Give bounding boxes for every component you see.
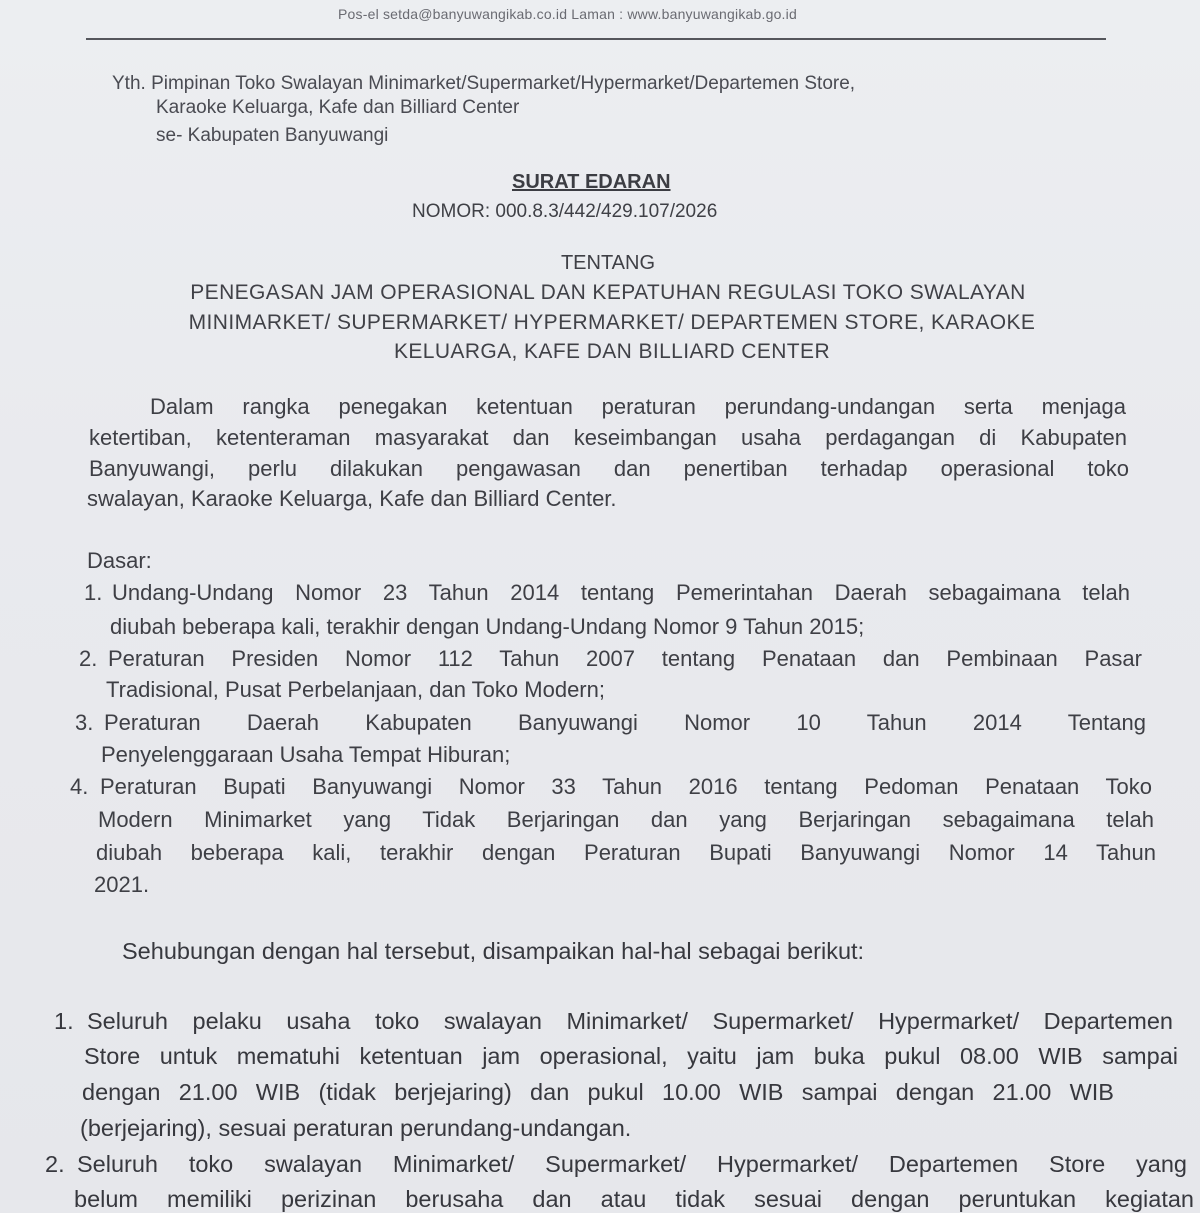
intro-line-1: Dalam rangka penegakan ketentuan peraturan perundang-undangan serta menjaga xyxy=(150,394,1126,419)
dasar-item-1-line-1: Undang-Undang Nomor 23 Tahun 2014 tentang Pemerintahan Daerah sebagaimana telah xyxy=(112,580,1130,605)
dasar-item-1-line-2: diubah beberapa kali, terakhir dengan Undang-Undang Nomor 9 Tahun 2015; xyxy=(110,614,865,639)
point-number: 2. xyxy=(45,1151,65,1177)
subject-line-3: KELUARGA, KAFE DAN BILLIARD CENTER xyxy=(393,340,831,363)
dasar-item-number: 1. xyxy=(84,580,103,605)
dasar-item-2-line-1: Peraturan Presiden Nomor 112 Tahun 2007 tentang Penataan dan Pembinaan Pasar xyxy=(108,646,1142,671)
dasar-item-4-line-1: Peraturan Bupati Banyuwangi Nomor 33 Tahun 2016 tentang Pedoman Penataan Toko xyxy=(100,774,1152,799)
point-1-line-2: Store untuk mematuhi ketentuan jam operasional, yaitu jam buka pukul 08.00 WIB sampai xyxy=(84,1043,1178,1069)
dasar-item-number: 3. xyxy=(75,710,94,735)
dasar-item-number: 2. xyxy=(79,646,98,671)
point-2-line-1: Seluruh toko swalayan Minimarket/ Supermarket/ Hypermarket/ Departemen Store yang xyxy=(77,1151,1187,1177)
dasar-item-2-line-2: Tradisional, Pusat Perbelanjaan, dan Toko Modern; xyxy=(106,677,605,702)
intro-line-3: Banyuwangi, perlu dilakukan pengawasan dan penertiban terhadap operasional toko xyxy=(89,456,1129,481)
dasar-item-3-line-2: Penyelenggaraan Usaha Tempat Hiburan; xyxy=(101,742,511,767)
addressee-line-1: Yth. Pimpinan Toko Swalayan Minimarket/Supermarket/Hypermarket/Departemen Store, xyxy=(112,73,856,94)
point-1-line-3: dengan 21.00 WIB (tidak berjejaring) dan pukul 10.00 WIB sampai dengan 21.00 WIB xyxy=(82,1079,1114,1105)
dasar-item-4-line-2: Modern Minimarket yang Tidak Berjaringan dan yang Berjaringan sebagaimana telah xyxy=(98,807,1154,832)
sehubungan-paragraph: Sehubungan dengan hal tersebut, disampaikan hal-hal sebagai berikut: xyxy=(122,938,865,964)
dasar-item-3-line-1: Peraturan Daerah Kabupaten Banyuwangi Nomor 10 Tahun 2014 Tentang xyxy=(104,710,1146,735)
dasar-item-4-line-3: diubah beberapa kali, terakhir dengan Peraturan Bupati Banyuwangi Nomor 14 Tahun xyxy=(96,840,1156,865)
subject-line-2: MINIMARKET/ SUPERMARKET/ HYPERMARKET/ DEPARTEMEN STORE, KARAOKE xyxy=(188,311,1036,334)
addressee-line-2: Karaoke Keluarga, Kafe dan Billiard Center xyxy=(156,97,520,118)
dasar-item-4-line-4: 2021. xyxy=(94,872,150,897)
dasar-label: Dasar: xyxy=(87,548,152,573)
header-divider xyxy=(86,38,1106,40)
point-number: 1. xyxy=(54,1008,74,1034)
point-1-line-4: (berjejaring), sesuai peraturan perundang-undangan. xyxy=(80,1115,632,1141)
intro-line-4: swalayan, Karaoke Keluarga, Kafe dan Billiard Center. xyxy=(87,486,617,511)
dasar-item-number: 4. xyxy=(70,774,89,799)
header-contact: Pos-el setda@banyuwangikab.co.id Laman : www.banyuwangikab.go.id xyxy=(338,6,797,22)
letter-title: SURAT EDARAN xyxy=(512,171,671,193)
addressee-line-3: se- Kabupaten Banyuwangi xyxy=(156,125,389,146)
tentang-heading: TENTANG xyxy=(560,252,656,274)
subject-line-1: PENEGASAN JAM OPERASIONAL DAN KEPATUHAN REGULASI TOKO SWALAYAN xyxy=(190,281,1026,304)
intro-line-2: ketertiban, ketenteraman masyarakat dan keseimbangan usaha perdagangan di Kabupaten xyxy=(89,425,1127,450)
point-2-line-2: belum memiliki perizinan berusaha dan atau tidak sesuai dengan peruntukan kegiatan xyxy=(74,1186,1194,1212)
letter-number: NOMOR: 000.8.3/442/429.107/2026 xyxy=(412,201,718,222)
point-1-line-1: Seluruh pelaku usaha toko swalayan Minimarket/ Supermarket/ Hypermarket/ Departemen xyxy=(87,1008,1173,1034)
